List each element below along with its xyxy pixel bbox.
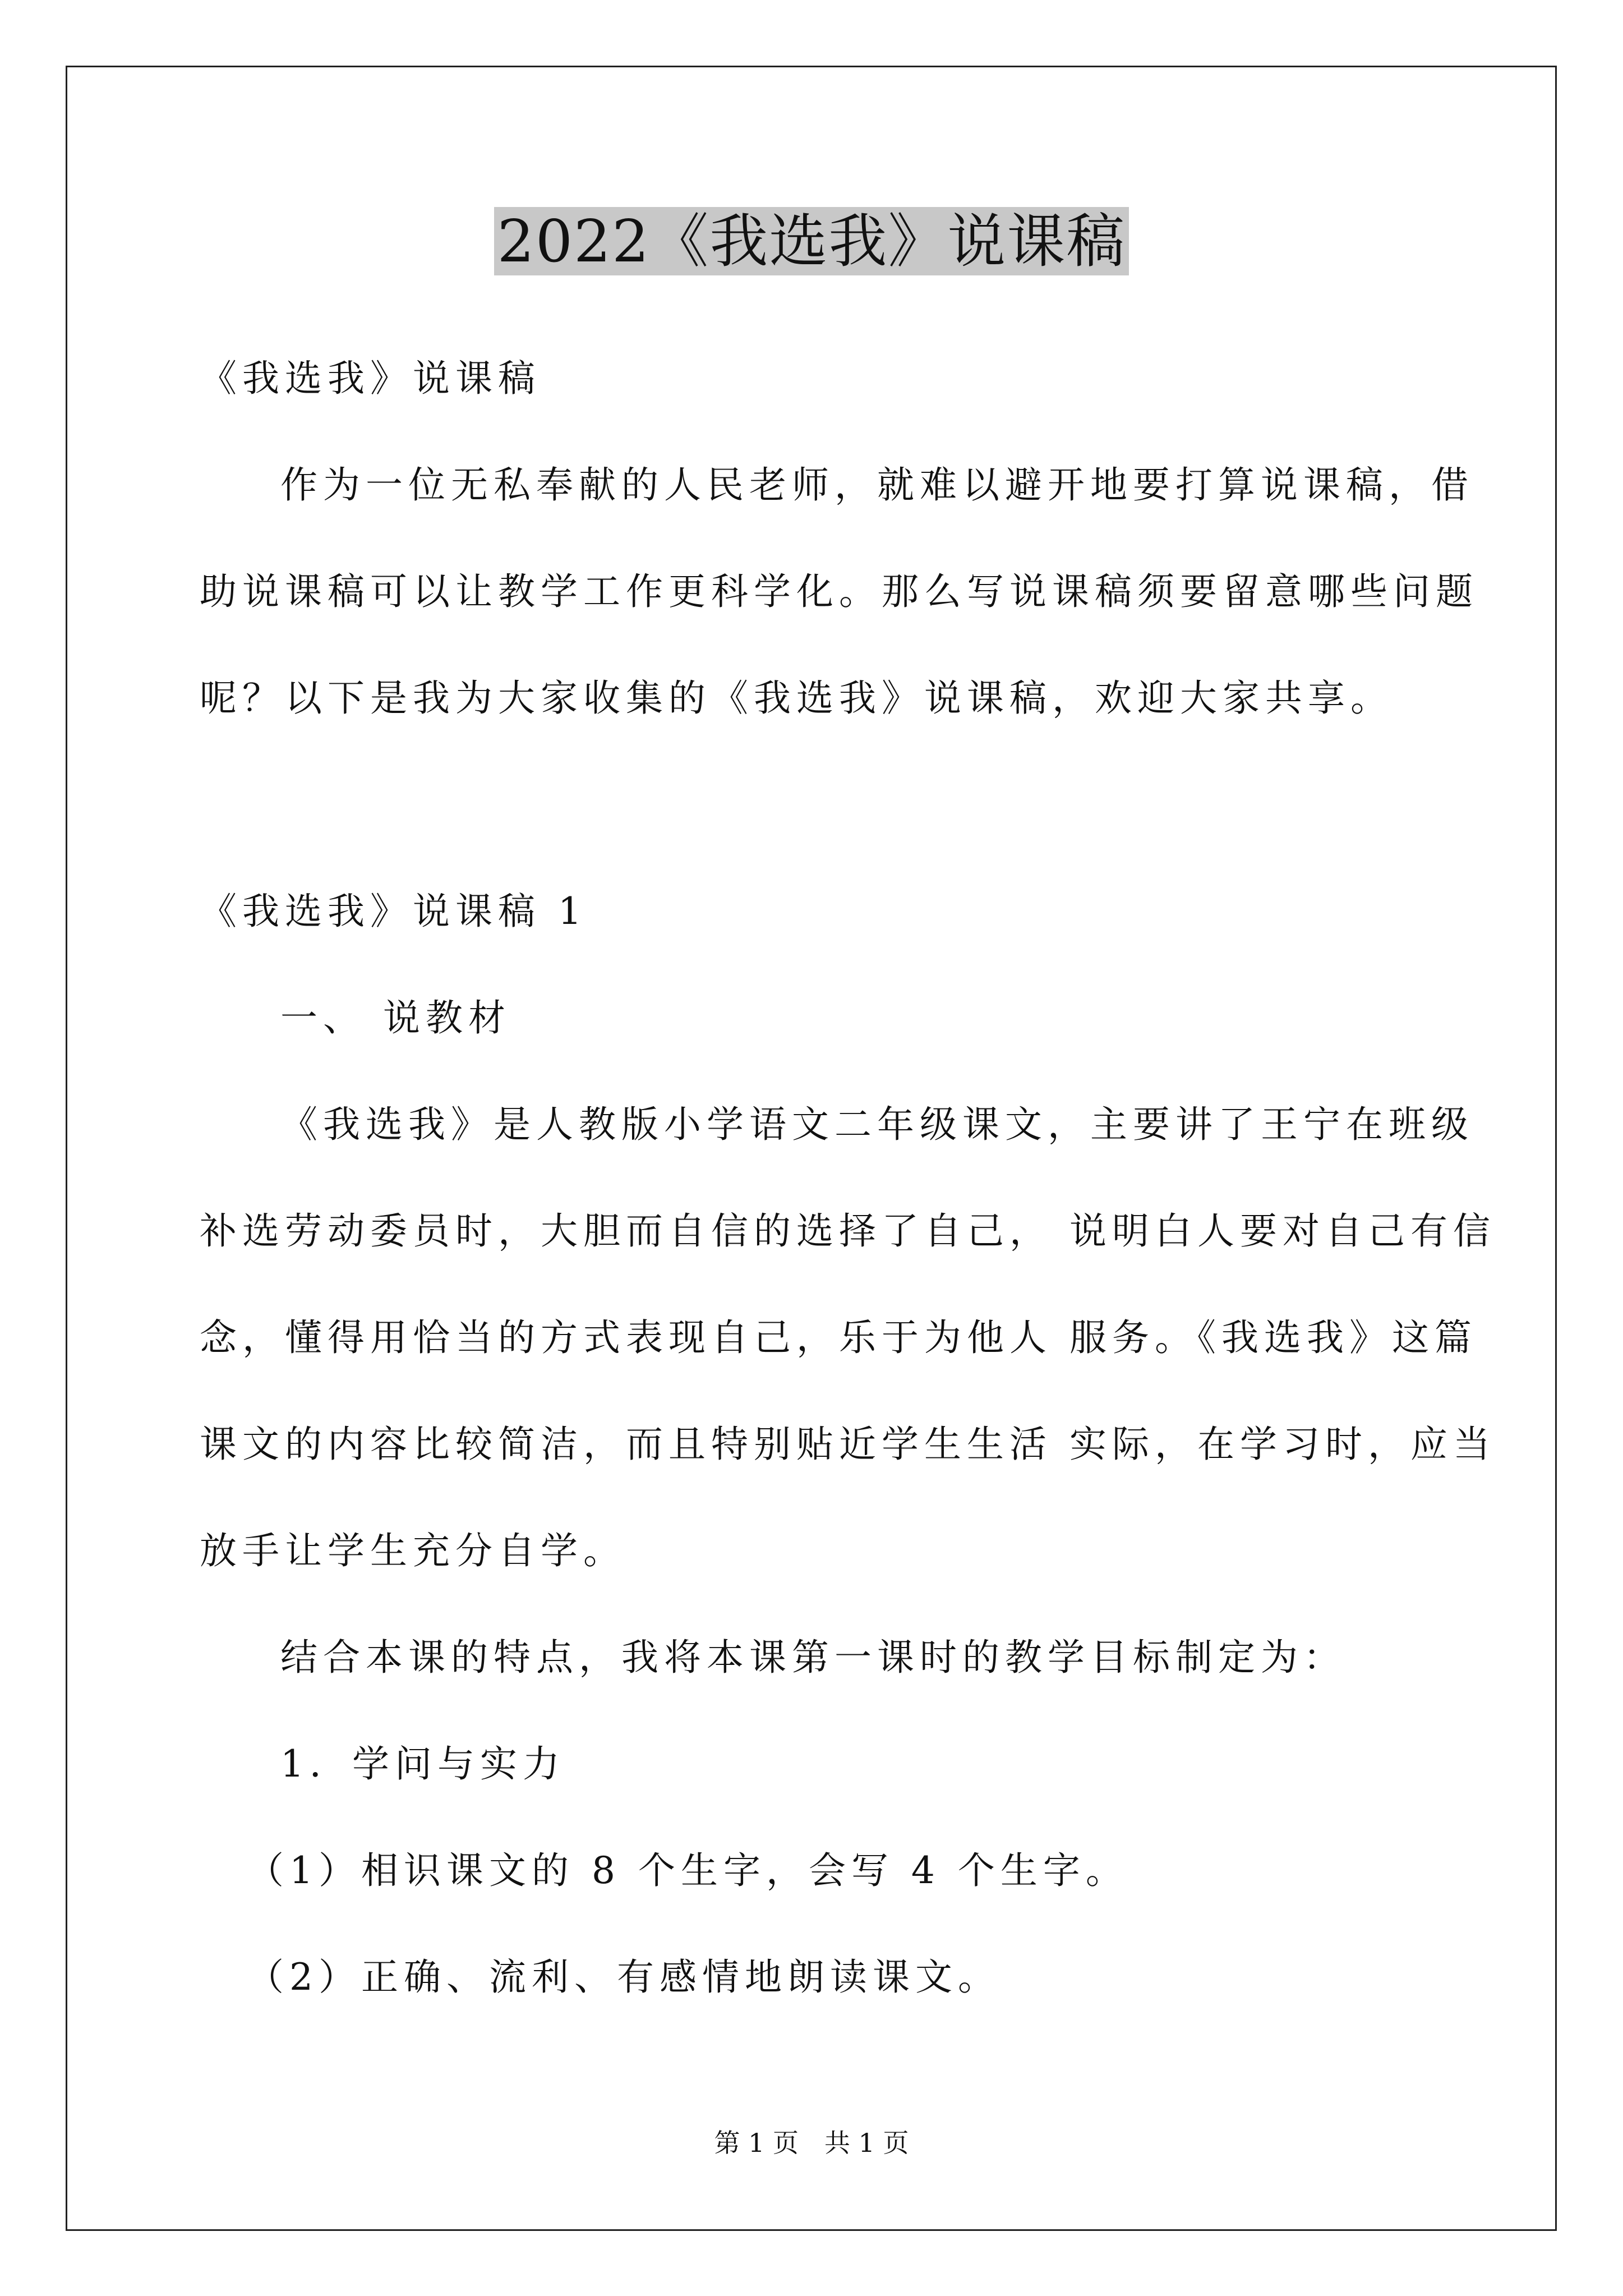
part-heading: 一、 说教材 (280, 996, 511, 1039)
goals-intro: 结合本课的特点，我将本课第一课时的教学目标制定为： (280, 1636, 1346, 1679)
section-heading: 《我选我》说课稿 1 (200, 890, 587, 933)
page-footer: 第 1 页 共 1 页 (714, 2128, 909, 2158)
goal-item-1: （1）相识课文的 8 个生字，会写 4 个生字。 (247, 1849, 1128, 1892)
intro-line-3: 呢？以下是我为大家收集的《我选我》说课稿，欢迎大家共享。 (200, 677, 1393, 720)
intro-line-1: 作为一位无私奉献的人民老师，就难以避开地要打算说课稿，借 (280, 463, 1474, 507)
subtitle: 《我选我》说课稿 (200, 357, 541, 400)
intro-line-2: 助说课稿可以让教学工作更科学化。那么写说课稿须要留意哪些问题 (200, 570, 1478, 613)
body-line-2: 补选劳动委员时，大胆而自信的选择了自己， 说明白人要对自己有信 (200, 1209, 1496, 1253)
body-line-1: 《我选我》是人教版小学语文二年级课文，主要讲了王宁在班级 (280, 1103, 1474, 1146)
body-line-3: 念，懂得用恰当的方式表现自己，乐于为他人 服务。《我选我》这篇 (200, 1316, 1477, 1359)
body-line-4: 课文的内容比较简洁，而且特别贴近学生生活 实际，在学习时，应当 (200, 1423, 1496, 1466)
goal-heading: 1．学问与实力 (280, 1742, 565, 1786)
document-title (0, 202, 1623, 280)
body-line-5: 放手让学生充分自学。 (200, 1529, 626, 1572)
document-title-text: 2022《我选我》说课稿 (494, 207, 1129, 275)
goal-item-2: （2）正确、流利、有感情地朗读课文。 (247, 1955, 1000, 1999)
